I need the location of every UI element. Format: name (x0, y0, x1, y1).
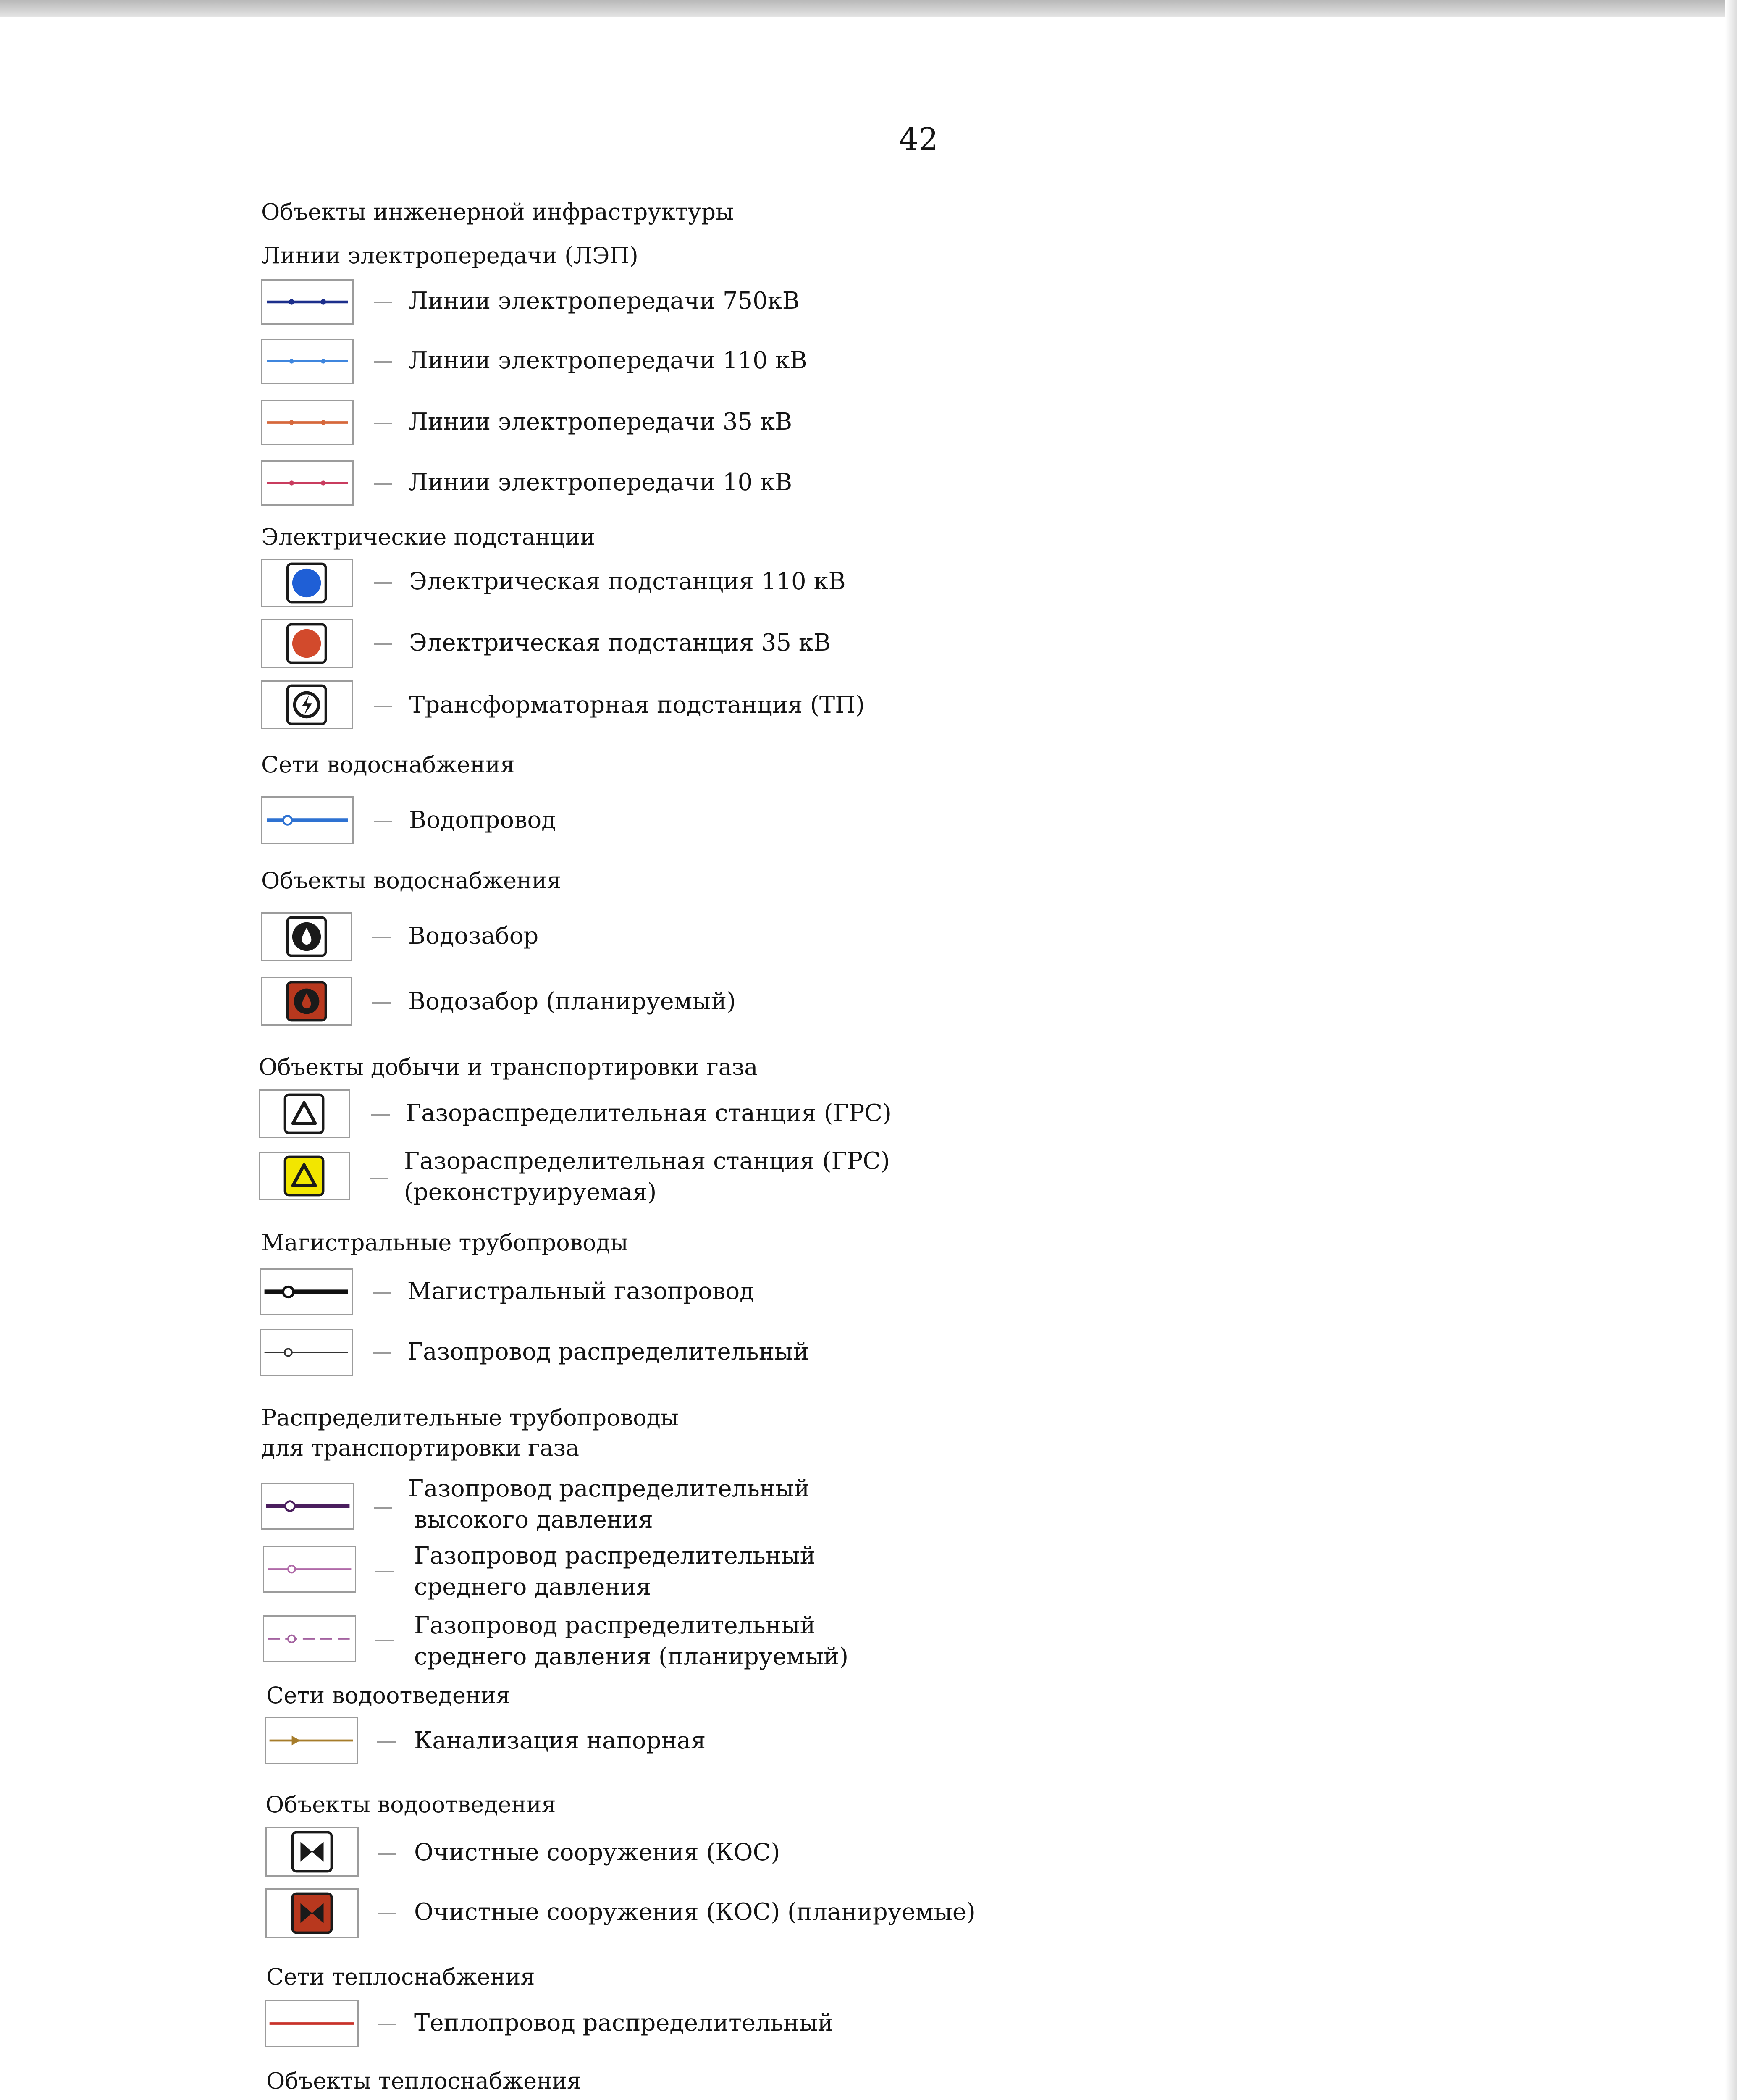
legend-dash (370, 1178, 388, 1179)
legend-label: Трансформаторная подстанция (ТП) (409, 691, 865, 719)
legend-label-line: Газораспределительная станция (ГРС) (404, 1147, 890, 1175)
pressure-sewer-icon (265, 1717, 358, 1764)
transformer-substation-icon (261, 680, 353, 729)
legend-label (414, 1610, 848, 1672)
water-intake-icon (261, 912, 352, 961)
legend-label (414, 1541, 816, 1603)
legend-label-line: (реконструируемая) (404, 1178, 657, 1206)
main-gas-pipeline-icon (260, 1268, 353, 1315)
legend-dash (375, 1640, 394, 1641)
substation-35kv-icon (261, 619, 353, 668)
section-heading-line: для транспортировки газа (261, 1435, 580, 1462)
power-line-35kv-icon (261, 400, 354, 445)
legend-dash (373, 1292, 391, 1294)
legend-dash (377, 1741, 396, 1743)
legend-label: Водозабор (408, 922, 539, 950)
legend-label (408, 1473, 810, 1536)
legend-dash (374, 706, 392, 707)
gas-pipeline-medium-pressure-planned-icon (263, 1615, 356, 1662)
legend-dash (372, 1002, 391, 1004)
scan-edge-top (0, 0, 1737, 17)
gas-pipeline-high-pressure-icon (261, 1483, 354, 1530)
treatment-facility-planned-icon (265, 1888, 359, 1938)
water-intake-planned-icon (261, 977, 352, 1026)
legend-dash (371, 1114, 390, 1116)
section-heading-sewerage-objects: Объекты водоотведения (265, 1791, 556, 1818)
section-heading-gas-objects: Объекты добычи и транспортировки газа (259, 1054, 758, 1080)
legend-label: Водозабор (планируемый) (408, 988, 736, 1015)
gas-distribution-station-reconstructed-icon (259, 1152, 350, 1200)
legend-label: Канализация напорная (414, 1727, 706, 1754)
section-heading-substations: Электрические подстанции (261, 524, 596, 550)
scan-edge-right (1725, 0, 1737, 2100)
page-number: 42 (899, 121, 939, 158)
legend-label-line: высокого давления (414, 1506, 653, 1533)
legend-dash (374, 821, 392, 822)
legend-label-line: Газопровод распределительный (408, 1475, 810, 1502)
legend-label-line: Газопровод распределительный (414, 1612, 816, 1639)
legend-dash (374, 1507, 392, 1509)
legend-label: Линии электропередачи 110 кВ (408, 347, 807, 374)
substation-110kv-icon (261, 559, 353, 607)
legend-dash (375, 1571, 394, 1572)
section-heading-heat-networks: Сети теплоснабжения (266, 1964, 535, 1990)
section-heading-water-objects: Объекты водоснабжения (261, 867, 562, 894)
legend-label: Водопровод (409, 806, 556, 834)
section-heading-distribution-pipelines (261, 1403, 679, 1464)
legend-dash (374, 483, 392, 485)
legend-label: Очистные сооружения (КОС) (414, 1839, 780, 1866)
power-line-110kv-icon (261, 339, 354, 384)
power-line-10kv-icon (261, 460, 354, 506)
section-heading-heat-objects: Объекты теплоснабжения (266, 2068, 582, 2094)
legend-label: Магистральный газопровод (407, 1278, 754, 1305)
legend-dash (374, 643, 392, 645)
legend-dash (374, 423, 392, 424)
legend-dash (373, 1352, 391, 1354)
legend-dash (378, 1853, 396, 1855)
legend-label-line: среднего давления (414, 1573, 651, 1601)
legend-dash (374, 361, 392, 363)
legend-dash (378, 2024, 396, 2025)
legend-label-line: Газопровод распределительный (414, 1542, 816, 1570)
legend-label: Очистные сооружения (КОС) (планируемые) (414, 1898, 976, 1926)
legend-dash (378, 1913, 396, 1914)
legend-label: Газораспределительная станция (ГРС) (406, 1100, 892, 1127)
legend-label (404, 1146, 890, 1208)
section-heading-power-lines: Линии электропередачи (ЛЭП) (261, 242, 638, 269)
legend-label: Газопровод распределительный (407, 1338, 809, 1365)
heat-pipeline-icon (265, 2000, 359, 2047)
legend-dash (374, 302, 392, 303)
legend-label: Теплопровод распределительный (414, 2009, 834, 2037)
section-heading-main-pipelines: Магистральные трубопроводы (261, 1229, 628, 1256)
legend-dash (374, 582, 392, 584)
legend-label: Электрическая подстанция 110 кВ (409, 568, 846, 595)
legend-label: Линии электропередачи 35 кВ (408, 408, 792, 436)
section-heading-line: Распределительные трубопроводы (261, 1404, 679, 1431)
section-heading-sewerage-networks: Сети водоотведения (266, 1682, 510, 1709)
power-line-750kv-icon (261, 279, 354, 325)
distribution-gas-pipeline-icon (260, 1329, 353, 1376)
legend-label: Электрическая подстанция 35 кВ (409, 629, 831, 656)
page-title: Объекты инженерной инфраструктуры (261, 199, 734, 225)
treatment-facility-icon (265, 1827, 359, 1877)
gas-distribution-station-icon (259, 1089, 350, 1138)
legend-dash (372, 937, 391, 938)
water-pipe-icon (261, 796, 354, 844)
gas-pipeline-medium-pressure-icon (263, 1546, 356, 1593)
section-heading-water-networks: Сети водоснабжения (261, 751, 515, 778)
legend-label: Линии электропередачи 750кВ (408, 287, 800, 315)
legend-label: Линии электропередачи 10 кВ (408, 469, 792, 496)
legend-label-line: среднего давления (планируемый) (414, 1643, 849, 1670)
